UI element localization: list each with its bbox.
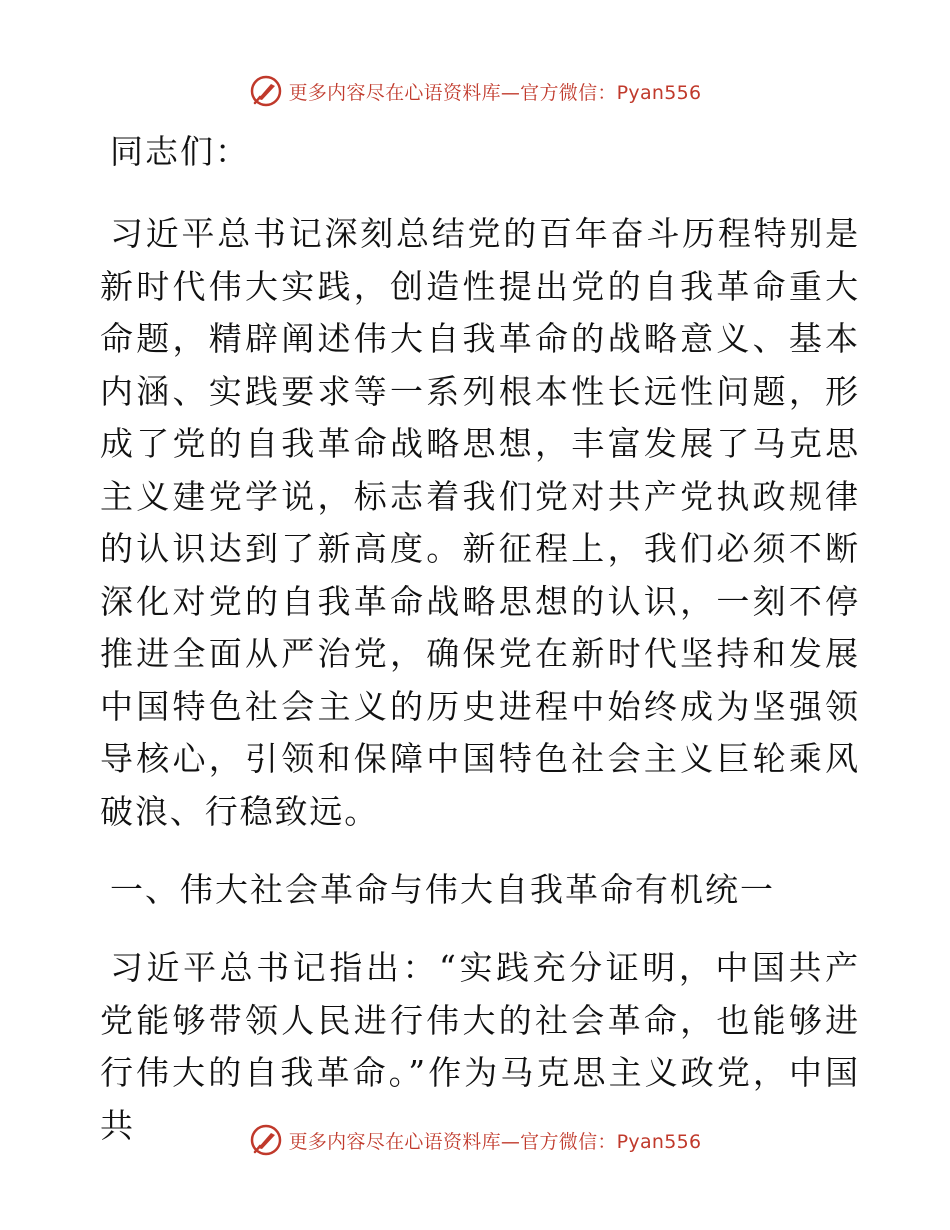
header-watermark-banner (0, 71, 950, 111)
quill-pen-logo-icon (249, 74, 283, 108)
paragraph-2: 习近平总书记指出：“实践充分证明，中国共产党能够带领人民进行伟大的社会革命，也能够进行伟大的自我革命。”作为马克思主义政党，中国共 (100, 948, 860, 1145)
paragraph-1: 习近平总书记深刻总结党的百年奋斗历程特别是新时代伟大实践，创造性提出党的自我革命重大命题，精辟阐述伟大自我革命的战略意义、基本内涵、实践要求等一系列根本性长远性问题，形成了党的自我革命战略思想，丰富发展了马克思主义建党学说，标志着我们党对共产党执政规律的认识达到了新高度。新征程上，我们必须不断深化对党的自我革命战略思想的认识，一刻不停推进全面从严治党，确保党在新时代坚持和发展中国特色社会主义的历史进程中始终成为坚强领导核心，引领和保障中国特色社会主义巨轮乘风破浪、行稳致远。 (100, 214, 860, 831)
section-heading-1: 一、伟大社会革命与伟大自我革命有机统一 (110, 870, 775, 909)
document-body (100, 126, 860, 1152)
footer-watermark-banner (0, 1120, 950, 1160)
watermark-text: 更多内容尽在心语资料库—官方微信：Pyan556 (288, 1130, 702, 1153)
salutation: 同志们： (110, 132, 250, 171)
quill-pen-logo-icon (249, 1123, 283, 1157)
watermark-text: 更多内容尽在心语资料库—官方微信：Pyan556 (288, 81, 702, 104)
